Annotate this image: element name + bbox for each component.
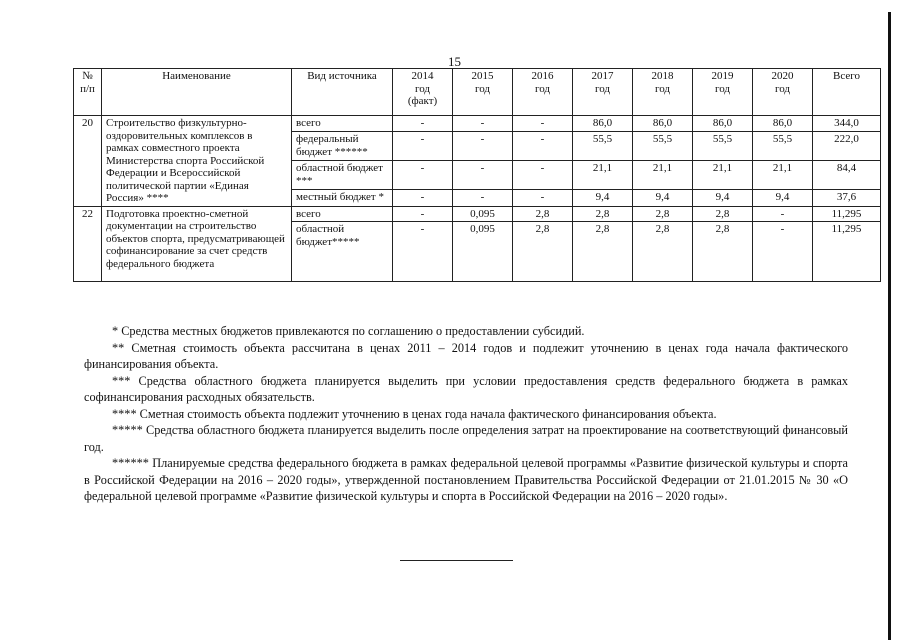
cell-2017: 2,8 <box>573 222 633 282</box>
row-source: областной бюджет***** <box>292 222 393 282</box>
table-row <box>74 206 881 222</box>
row-source: всего <box>292 116 393 132</box>
cell-2018: 2,8 <box>633 222 693 282</box>
cell-2016: - <box>513 116 573 132</box>
cell-2015: - <box>453 116 513 132</box>
cell-2017: 2,8 <box>573 206 633 222</box>
header-source: Вид источника <box>292 69 393 116</box>
cell-total: 11,295 <box>813 206 881 222</box>
cell-2014: - <box>393 206 453 222</box>
cell-2015: - <box>453 161 513 190</box>
end-separator-line <box>400 560 513 561</box>
cell-2019: 9,4 <box>693 190 753 206</box>
header-total: Всего <box>813 69 881 116</box>
cell-2019: 21,1 <box>693 161 753 190</box>
cell-2015: - <box>453 132 513 161</box>
header-2020: 2020 год <box>753 69 813 116</box>
header-2015: 2015 год <box>453 69 513 116</box>
budget-table <box>73 68 881 282</box>
cell-2020: 55,5 <box>753 132 813 161</box>
cell-2014: - <box>393 222 453 282</box>
cell-total: 222,0 <box>813 132 881 161</box>
footnote: * Средства местных бюджетов привлекаются по соглашению о предоставлении субсидий. <box>112 324 585 338</box>
header-2019: 2019 год <box>693 69 753 116</box>
footnote: ***** Средства областного бюджета планируется выделить после определения затрат на проектирование на соответствующий финансовый год. <box>84 423 848 454</box>
cell-total: 84,4 <box>813 161 881 190</box>
header-2017: 2017 год <box>573 69 633 116</box>
row-source: федеральный бюджет ****** <box>292 132 393 161</box>
table-header-row <box>74 69 881 116</box>
row-num: 22 <box>74 206 102 282</box>
row-num: 20 <box>74 116 102 207</box>
cell-2020: 9,4 <box>753 190 813 206</box>
cell-2018: 86,0 <box>633 116 693 132</box>
cell-2016: - <box>513 132 573 161</box>
scan-edge-line <box>888 12 891 640</box>
cell-2017: 86,0 <box>573 116 633 132</box>
row-name: Подготовка проектно-сметной документации на строительство объектов спорта, предусматривающей софинансирование за счет средств федерального бюджета <box>102 206 292 282</box>
cell-2015: - <box>453 190 513 206</box>
cell-2014: - <box>393 116 453 132</box>
header-2014: 2014 год (факт) <box>393 69 453 116</box>
cell-2020: 21,1 <box>753 161 813 190</box>
cell-2019: 86,0 <box>693 116 753 132</box>
cell-total: 37,6 <box>813 190 881 206</box>
cell-2016: 2,8 <box>513 206 573 222</box>
header-name: Наименование <box>102 69 292 116</box>
header-2018: 2018 год <box>633 69 693 116</box>
cell-2014: - <box>393 132 453 161</box>
cell-2014: - <box>393 161 453 190</box>
page-number: 15 <box>448 54 461 69</box>
cell-2018: 55,5 <box>633 132 693 161</box>
footnotes <box>84 323 848 505</box>
cell-2014: - <box>393 190 453 206</box>
cell-total: 11,295 <box>813 222 881 282</box>
footnote: ** Сметная стоимость объекта рассчитана в ценах 2011 – 2014 годов и подлежит уточнению в ценах года начала фактического финансирования объекта. <box>84 340 848 371</box>
footnote: ****** Планируемые средства федерального бюджета в рамках федеральной целевой программы «Развитие физической культуры и спорта в Российской Федерации на 2016 – 2020 годы», утвержденной постановлением Правительства Российской Федерации от 21.01.2015 № 30 «О федеральной целевой программе «Развитие физической культуры и спорта в Российской Федерации на 2016 – 2020 годы». <box>84 456 848 503</box>
cell-2016: 2,8 <box>513 222 573 282</box>
table-row <box>74 116 881 132</box>
cell-2019: 2,8 <box>693 206 753 222</box>
header-num: № п/п <box>74 69 102 116</box>
cell-2015: 0,095 <box>453 206 513 222</box>
cell-2018: 2,8 <box>633 206 693 222</box>
cell-2017: 21,1 <box>573 161 633 190</box>
footnote: **** Сметная стоимость объекта подлежит уточнению в ценах года начала фактического финансирования объекта. <box>112 406 717 421</box>
footnote: *** Средства областного бюджета планируется выделить при условии предоставления средств федерального бюджета в рамках софинансирования расходных обязательств. <box>84 373 848 404</box>
cell-total: 344,0 <box>813 116 881 132</box>
row-source: всего <box>292 206 393 222</box>
cell-2016: - <box>513 190 573 206</box>
cell-2019: 2,8 <box>693 222 753 282</box>
row-name: Строительство физкультурно-оздоровительных комплексов в рамках совместного проекта Министерства спорта Российской Федерации и Всероссийской политической партии «Единая Россия» **** <box>102 116 292 207</box>
cell-2015: 0,095 <box>453 222 513 282</box>
cell-2020: - <box>753 222 813 282</box>
cell-2018: 21,1 <box>633 161 693 190</box>
cell-2016: - <box>513 161 573 190</box>
row-source: местный бюджет * <box>292 190 393 206</box>
cell-2020: 86,0 <box>753 116 813 132</box>
cell-2020: - <box>753 206 813 222</box>
header-2016: 2016 год <box>513 69 573 116</box>
cell-2019: 55,5 <box>693 132 753 161</box>
cell-2017: 9,4 <box>573 190 633 206</box>
cell-2018: 9,4 <box>633 190 693 206</box>
cell-2017: 55,5 <box>573 132 633 161</box>
row-source: областной бюджет *** <box>292 161 393 190</box>
